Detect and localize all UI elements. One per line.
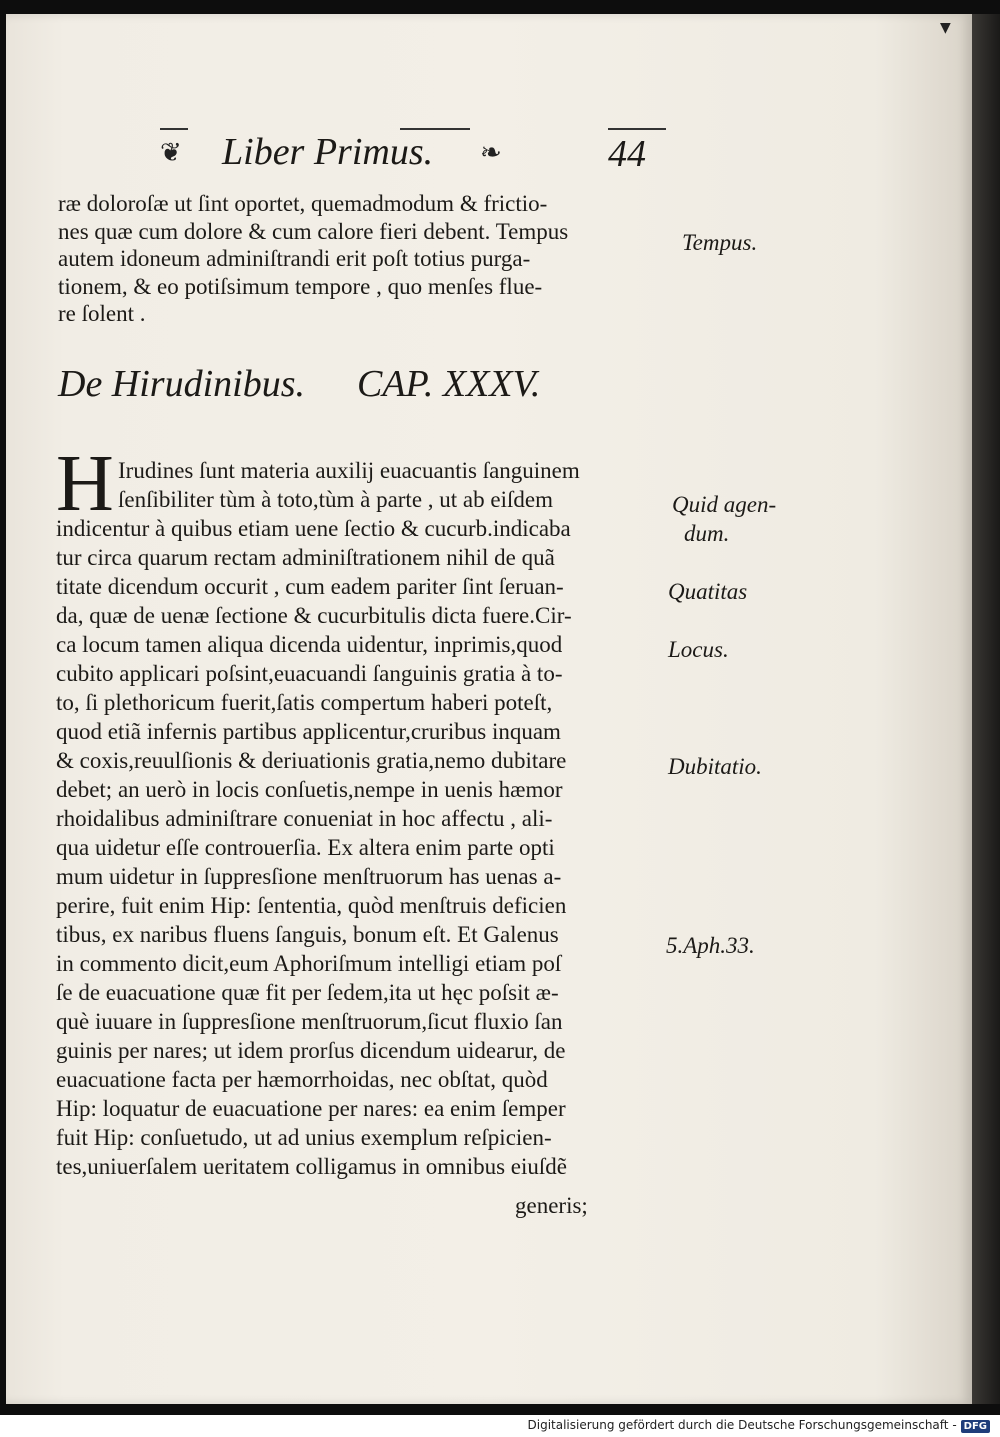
fleuron-right-icon: ❧ <box>480 138 502 168</box>
text-line: ſenſibiliter tùm à toto,tùm à parte , ut ab eiſdem <box>118 487 553 512</box>
text-line: ræ doloroſæ ut ſint oportet, quemadmodum & frictio- <box>58 191 548 216</box>
text-line: autem idoneum adminiſtrandi erit poſt totius purga- <box>58 246 531 271</box>
margin-note-locus: Locus. <box>668 637 729 662</box>
corner-marker-icon: ▼ <box>940 20 951 36</box>
digitization-credit <box>528 1418 991 1433</box>
margin-note-aphorism-ref: 5.Aph.33. <box>666 933 755 958</box>
text-line: perire, fuit enim Hip: ſententia, quòd menſtruis deficien <box>56 893 567 918</box>
catchword: generis; <box>515 1193 588 1218</box>
text-line: Irudines ſunt materia auxilij euacuantis ſanguinem <box>118 458 580 483</box>
credit-text: Digitalisierung gefördert durch die Deutsche Forschungsgemeinschaft - <box>527 1418 957 1432</box>
chapter-title: De Hirudinibus. <box>58 363 305 405</box>
page-number: 44 <box>608 133 646 175</box>
running-header <box>160 128 680 178</box>
text-line: mum uidetur in ſuppresſione menſtruorum has uenas a- <box>56 864 562 889</box>
text-line: qua uidetur eſſe controuerſia. Ex altera enim parte opti <box>56 835 555 860</box>
dfg-logo: DFG <box>961 1420 990 1433</box>
text-line: da, quæ de uenæ ſectione & cucurbitulis dicta fuere.Cir- <box>56 603 572 628</box>
text-line: Hip: loquatur de euacuatione per nares: ea enim ſemper <box>56 1096 566 1121</box>
margin-note-dubitatio: Dubitatio. <box>668 754 762 779</box>
text-line: guinis per nares; ut idem prorſus dicendum uidearur, de <box>56 1038 566 1063</box>
page-edge <box>972 14 1000 1404</box>
chapter-heading <box>58 362 540 406</box>
text-line: ca locum tamen aliqua dicenda uidentur, inprimis,quod <box>56 632 563 657</box>
text-line: debet; an uerò in locis conſuetis,nempe in uenis hæmor <box>56 777 563 802</box>
text-line: re ſolent . <box>58 301 146 326</box>
drop-initial: H <box>56 440 114 528</box>
chapter-number: CAP. XXXV. <box>357 363 541 405</box>
text-line: euacuatione facta per hæmorrhoidas, nec obſtat, quòd <box>56 1067 548 1092</box>
text-line: fuit Hip: conſuetudo, ut ad unius exemplum reſpicien- <box>56 1125 552 1150</box>
text-line: cubito applicari poſsint,euacuandi ſanguinis gratia à to- <box>56 661 563 686</box>
text-line: quod etiã infernis partibus applicentur,cruribus inquam <box>56 719 561 744</box>
running-title: Liber Primus. <box>222 131 434 173</box>
text-line: tionem, & eo potiſsimum tempore , quo menſes flue- <box>58 273 543 299</box>
text-line: tibus, ex naribus fluens ſanguis, bonum eſt. Et Galenus <box>56 922 559 947</box>
text-line: ſe de euacuatione quæ fit per ſedem,ita ut hęc poſsit æ- <box>56 980 559 1005</box>
paragraph-continuation <box>58 190 568 328</box>
text-line: tes,uniuerſalem ueritatem colligamus in omnibus eiuſdẽ <box>56 1154 567 1179</box>
text-line: què iuuare in ſuppresſione menſtruorum,ſicut fluxio ſan <box>56 1009 563 1034</box>
text-line: titate dicendum occurit , cum eadem pariter ſint ſeruan- <box>56 574 564 599</box>
margin-note-quid-agendum: Quid agen- <box>672 492 777 517</box>
text-line: rhoidalibus adminiſtrare conueniat in hoc affectu , ali- <box>56 806 553 831</box>
text-line: nes quæ cum dolore & cum calore fieri debent. Tempus <box>58 218 569 244</box>
margin-note-quatitas: Quatitas <box>668 579 748 604</box>
text-line: tur circa quarum rectam adminiſtrationem nihil de quã <box>56 545 555 570</box>
margin-note-tempus: Tempus. <box>682 230 758 255</box>
fleuron-left-icon: ❦ <box>160 138 182 168</box>
chapter-body <box>56 456 580 1181</box>
text-line: to, ſi plethoricum fuerit,ſatis compertum haberi poteſt, <box>56 690 553 715</box>
text-line: indicentur à quibus etiam uene ſectio & cucurb.indicaba <box>56 516 571 541</box>
margin-note-quid-agendum-cont: dum. <box>684 521 730 546</box>
text-line: in commento dicit,eum Aphoriſmum intelligi etiam poſ <box>56 951 562 976</box>
text-line: & coxis,reuulſionis & deriuationis gratia,nemo dubitare <box>56 748 567 773</box>
